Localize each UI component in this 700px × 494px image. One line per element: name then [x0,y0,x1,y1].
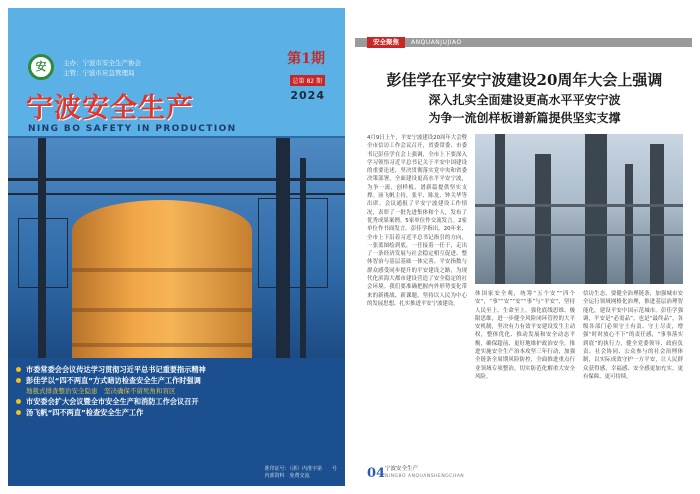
imprint [264,466,337,480]
tower [535,154,551,284]
pipe-line [8,178,345,181]
cover-headline: 汤飞帆“四不两直”检查安全生产工作 [16,407,337,418]
storage-tank [72,200,252,358]
pipe-rack [475,234,683,236]
cover-headline: 市安委会扩大会议暨全市安全生产和消防工作会议召开 [16,396,337,407]
section-tag-en: ANQUANJUJIAO [411,39,462,46]
article-subtitle: 深入扎实全面建设更高水平平安宁波 [428,93,621,107]
sponsor-line: 主办：宁波市安全生产协会 [63,59,141,67]
magazine-cover [8,8,345,486]
pipe-rack [475,204,683,207]
page-number: 04 [367,466,386,481]
tank-stripe [72,268,252,272]
section-tag: 安全聚焦 [367,37,405,48]
tower [585,134,607,284]
article-page [355,8,692,486]
cover-headline: 市委常委会会议传达学习贯彻习近平总书记重要指示精神 [16,364,337,375]
steel-frame [258,198,328,288]
article-column-2: 体国家安全观，统筹“五个安”“四个安”，“事”“安”“安”“事”与“平安”，坚持人民至上、生命至上，强化底线思维、极限思维，进一步健全风险闭环管控的大平安机制，坚决有力有效平安建设发生主动权，整体优化、推动发展和安全动态平衡，确保超前、更好地维护政治安全，推进实施安全生产治本攻坚三年行动，加强全链条全周期风险防控，全面推进重点行业领域专项整治，切实防范化解重大安全风险。 [475,291,575,380]
pipe-line [8,193,345,195]
magazine-subtitle-en: NING BO SAFETY IN PRODUCTION [28,124,237,134]
cover-photo [8,138,345,358]
article-title: 彭佳学在平安宁波建设20周年大会上强调 [386,71,663,89]
cover-headlines [8,358,345,486]
publisher-logo: 安 [28,54,54,80]
imprint-line: 内部资料 免费交流 [264,473,310,479]
tank-stripe [72,308,252,312]
steel-frame [18,218,68,288]
supervisor-line: 主管：宁波市应急管理局 [63,69,135,77]
issue-number: 第1期 [287,51,325,67]
tower [650,144,664,284]
section-bar [355,38,692,47]
article-column-1: 4月9日上午，平安宁波建设20周年大会暨全市信访工作会议召开，省委常委、市委书记彭佳学在会上强调，全市上下要深入学习领悟习近平总书记关于平安中国建设的重要论述，坚决贯彻落实党中央和省委决策部署，全面建设更高水平平安宁波，为争一流、创样板、谱新篇提供坚实支撑。汤飞帆主持，张平、陈龙、钟关华等出席。会议通报了平安宁波建设工作情况，表彰了一批先进集体和个人，发布了优秀成果案例。5家单位作交流发言。2家单位作书面发言。彭佳学指出，20年来，全市上下沿着习近平总书记指引的方向，一张蓝图绘到底，一任接着一任干，走出了一条经济发展与社会稳定相互促进、整体智治与基层基础一体完善、平安指数与群众感受同步提升的平安建设之路，为现代化滨海大都市建设营造了安全稳定的社会环境。我们要准确把握内外形势变化带来的新挑战、新课题，坚持以人民为中心的发展思想，扎实推进平安宁波建设。 [367,135,467,307]
footer-title: 宁波安全生产 [385,466,419,472]
footer-title-en: NINGBO ANQUANSHENGCHAN [385,474,465,479]
magazine-title: 宁波安全生产 [26,93,194,124]
cover-headline-sub: 地毯式排查整治安全隐患 坚决确保不留死角和盲区 [26,387,176,395]
article-column-3: 信访生态，要健全治理链条，加强城市安全运行领域网格化治理，推进基层治理智能化，建设平安中国示范城市。彭佳学强调，平安是“必需品”，也是“最终品”，各级各部门必须守土有责、守土尽责，增强“时时放心不下”的责任感，“事事落实到底”的执行力，健全党委领导、政府负责、社会协同、公众参与的社会治理体制，以实际成效守护一方平安，让人民群众获得感、幸福感、安全感更加充实、更有保障、更可持续。 [583,291,683,380]
imprint-line: 准印证号：（浙）内准字第 号 [264,466,337,472]
tower [625,164,633,284]
cover-headline: 彭佳学以“四不两直”方式暗访检查安全生产工作时强调 [16,375,337,386]
article-photo [475,134,683,284]
issue-year: 2024 [290,89,325,102]
tank-stripe [72,343,252,347]
tower [495,134,505,284]
article-subtitle: 为争一流创样板谱新篇提供坚实支撑 [428,111,621,125]
total-issue-badge: 总第 82 期 [290,75,325,86]
issue-info [287,48,325,102]
